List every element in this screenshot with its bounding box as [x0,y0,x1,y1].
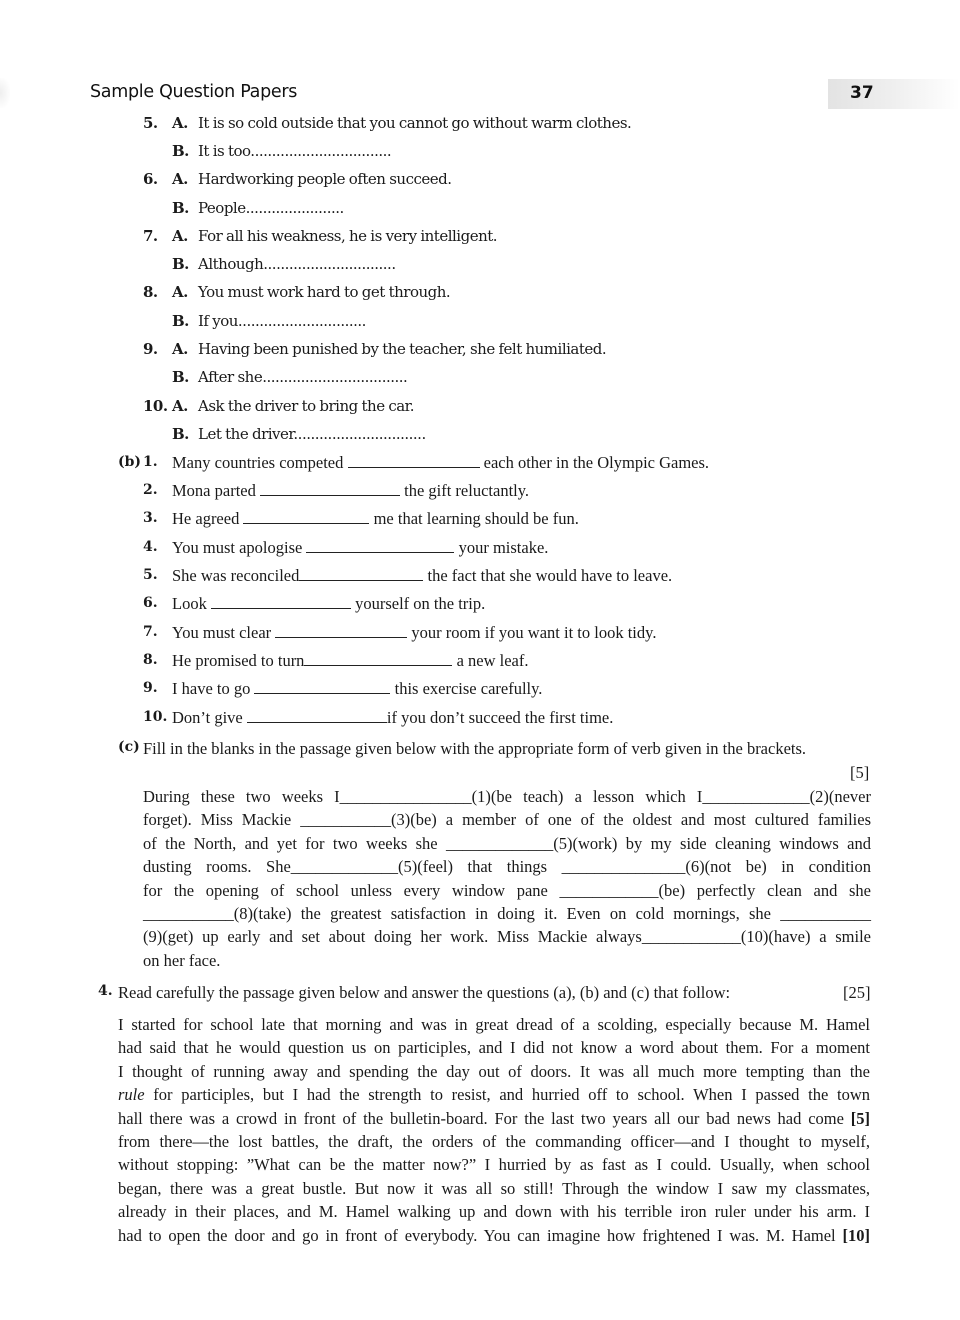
passage-line: forget). Miss Mackie ___________(3)(be) a member of one of the oldest and most cultured families [143,810,871,830]
sentence-before: You must apologise [172,538,307,557]
option-a-label: A. [172,170,188,188]
passage-line [118,1226,870,1246]
sentence-before: Look [172,594,211,613]
passage-line: ___________(8)(take) the greatest satisfaction in doing it. Even on cold mornings, she ___________ [143,904,871,923]
option-a-label: A. [172,283,188,301]
sentence-before: She was reconciled [172,566,300,585]
sentence-before: I have to go [172,679,255,698]
answer-blank[interactable] [243,510,369,524]
section-b-label: (b) [118,454,142,470]
passage-line: on her face. [143,950,221,970]
item-number: 6. [143,170,158,188]
passage-line [118,1062,870,1082]
option-b-label: B. [172,199,189,217]
answer-blank[interactable] [254,680,390,694]
sentence-before: He promised to turn [172,651,305,670]
passage-line [118,1015,870,1035]
item-number: 8. [143,652,158,668]
item-number: 2. [143,482,158,498]
sentence-after: your room if you want it to look tidy. [407,623,657,642]
item-number: 9. [143,340,158,358]
answer-blank[interactable] [275,624,407,638]
passage-line: During these two weeks I________________(1)(be teach) a lesson which I_____________(2)(never [143,787,871,806]
option-a-text: Hardworking people often succeed. [198,170,452,188]
option-a-text: For all his weakness, he is very intelligent. [198,227,498,245]
passage-line [118,1202,870,1222]
page-edge-shadow [0,78,10,108]
sentence-before: Many countries competed [172,453,348,472]
sentence-after: your mistake. [454,538,549,557]
answer-blank[interactable] [260,482,400,496]
answer-blank[interactable] [304,652,452,666]
item-number: 9. [143,680,158,696]
page-number: 37 [850,83,874,103]
item-number: 7. [143,227,158,245]
option-b-answer-line[interactable]: After she.................................. [198,368,408,386]
question-4-marks: [25] [843,983,871,1002]
answer-blank[interactable] [211,595,351,609]
option-a-text: You must work hard to get through. [198,283,451,301]
option-b-answer-line[interactable]: Let the driver............................... [198,425,426,443]
option-a-label: A. [172,114,188,132]
item-number: 3. [143,510,158,526]
sentence-after: me that learning should be fun. [369,509,579,528]
sentence-before: You must clear [172,623,276,642]
option-a-text: It is so cold outside that you cannot go without warm clothes. [198,114,632,132]
passage-line [118,1109,870,1129]
option-b-label: B. [172,368,189,386]
answer-blank[interactable] [348,454,480,468]
sentence-before: He agreed [172,509,244,528]
option-b-label: B. [172,425,189,443]
option-a-label: A. [172,227,188,245]
answer-blank[interactable] [306,539,454,553]
option-a-label: A. [172,397,188,415]
passage-line: of the North, and yet for two weeks she _____________(5)(work) by my side cleaning windows and [143,833,871,853]
option-a-text: Having been punished by the teacher, she felt humiliated. [198,340,607,358]
passage-text: hall there was a crowd in front of the bulletin-board. For the last two years all our bad news had come [118,1108,851,1128]
item-number: 10. [143,397,168,415]
passage-text: from there—the lost battles, the draft, the orders of the commanding officer—and I thought to myself, [118,1132,870,1151]
item-number: 5. [143,567,158,583]
option-b-answer-line[interactable]: Although............................... [198,255,396,273]
passage-text: without stopping: ”What can be the matter now?” I hurried by as fast as I could. Usually, when school [118,1155,870,1175]
line-number-marker: [5] [850,1108,870,1128]
question-4-number: 4. [98,983,113,999]
option-b-answer-line[interactable]: It is too................................. [198,142,392,160]
section-c-instruction: Fill in the blanks in the passage given below with the appropriate form of verb given in the brackets. [143,739,807,758]
passage-line: dusting rooms. She_____________(5)(feel) that things _______________(6)(not be) in condition [143,857,871,877]
italic-word: rule [118,1085,145,1105]
item-number: 6. [143,595,158,611]
passage-text: for participles, but I had the strength to resist, and hurried off to school. When I passed the town [144,1085,870,1105]
item-number: 1. [143,454,158,470]
option-b-label: B. [172,142,189,160]
passage-text: I started for school late that morning and was in great dread of a scolding, especially because M. Hamel [118,1015,870,1034]
sentence-after: if you don’t succeed the first time. [386,708,614,727]
passage-line [118,1038,870,1058]
sentence-after: the fact that she would have to leave. [423,566,673,585]
option-a-text: Ask the driver to bring the car. [198,397,414,415]
passage-line: for the opening of school unless every window pane ____________(be) perfectly clean and she [143,880,871,900]
passage-line [118,1179,870,1199]
question-4-prompt: Read carefully the passage given below and answer the questions (a), (b) and (c) that follow: [118,983,731,1002]
sentence-before: Don’t give [172,708,247,727]
sentence-after: each other in the Olympic Games. [479,453,710,472]
option-b-answer-line[interactable]: People....................... [198,199,344,217]
passage-line [118,1085,870,1105]
passage-text: already in their places, and M. Hamel walking up and down with his terrible iron ruler under his arm. I [118,1202,870,1222]
option-a-label: A. [172,340,188,358]
passage-text: had said that he would question us on participles, and I did not know a word about them. For a moment [118,1038,870,1058]
passage-line [118,1155,870,1175]
item-number: 7. [143,624,158,640]
sentence-before: Mona parted [172,481,260,500]
passage-text: began, there was a great bustle. But now it was all so still! Through the window I saw my classmates, [118,1178,870,1198]
section-c-label: (c) [118,739,140,755]
sentence-after: this exercise carefully. [390,679,543,698]
option-b-answer-line[interactable]: If you.............................. [198,312,366,330]
passage-line: (9)(get) up early and set about doing her work. Miss Mackie always____________(10)(have) a smile [143,927,871,947]
answer-blank[interactable] [299,567,423,581]
sentence-after: yourself on the trip. [350,594,486,613]
passage-text: had to open the door and go in front of everybody. You can imagine how frightened I was. M. Hamel [118,1225,843,1245]
item-number: 8. [143,283,158,301]
item-number: 10. [143,709,168,725]
sentence-after: the gift reluctantly. [399,481,530,500]
option-b-label: B. [172,255,189,273]
item-number: 4. [143,539,158,555]
item-number: 5. [143,114,158,132]
option-b-label: B. [172,312,189,330]
section-c-marks: [5] [850,763,870,782]
line-number-marker: [10] [842,1225,870,1245]
page-number-box [828,79,960,109]
passage-text: I thought of running away and spending the day out of doors. It was all much more tempting than the [118,1061,870,1081]
passage-line [118,1132,870,1152]
sentence-after: a new leaf. [452,651,529,670]
answer-blank[interactable] [247,709,387,723]
running-header-title: Sample Question Papers [90,82,298,102]
